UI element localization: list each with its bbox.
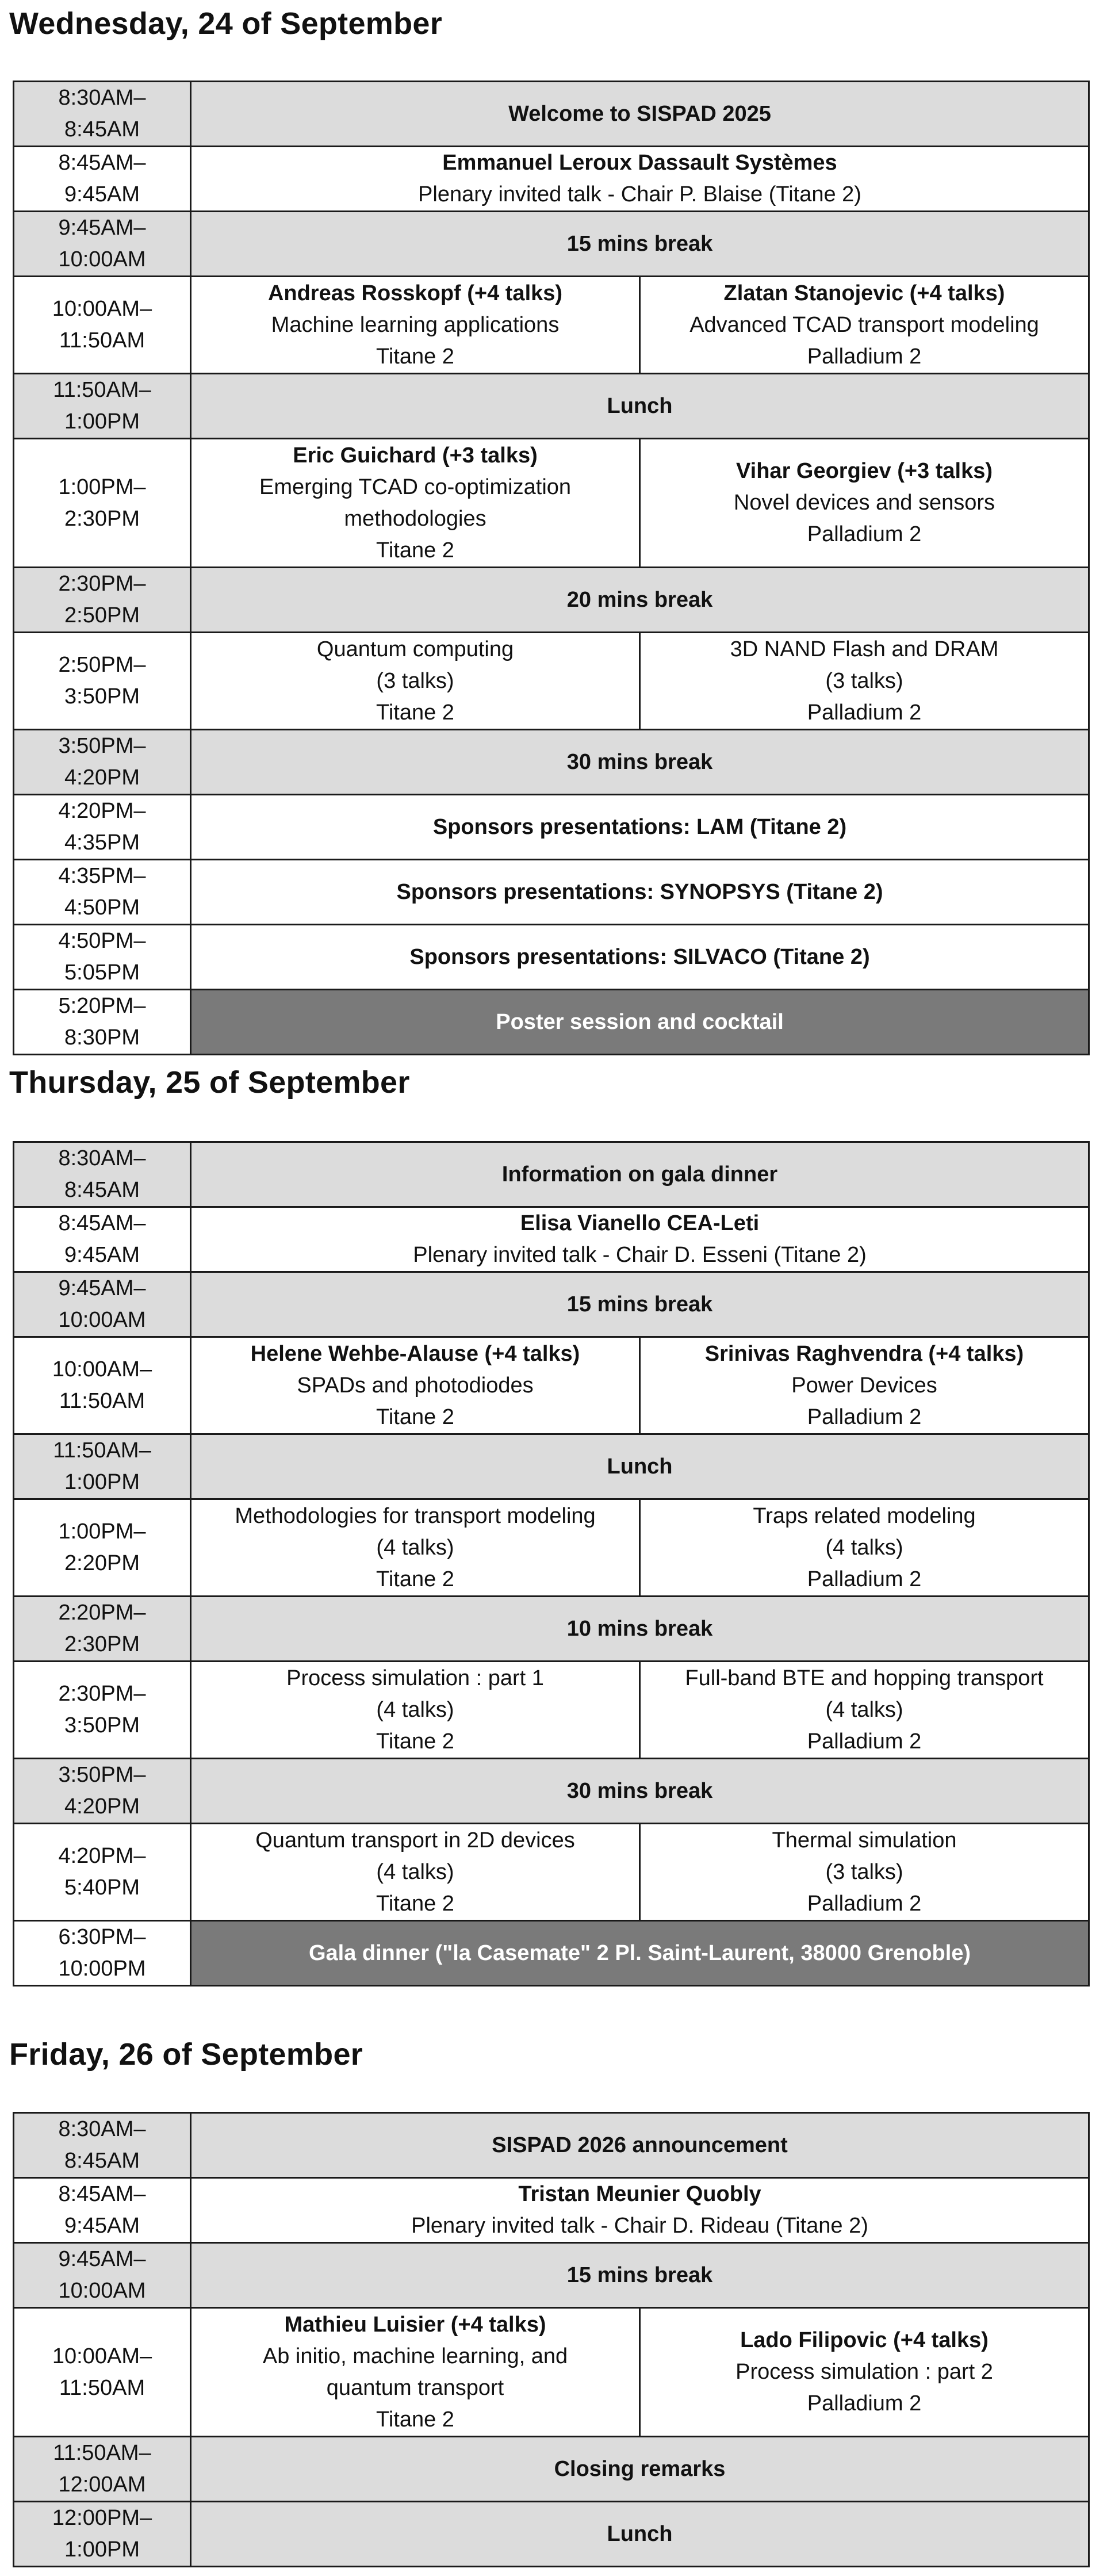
time-cell: 8:45AM– 9:45AM (14, 147, 191, 212)
time-cell: 4:35PM– 4:50PM (14, 860, 191, 925)
gala-dinner-cell: Gala dinner ("la Casemate" 2 Pl. Saint-Laurent, 38000 Grenoble) (191, 1921, 1089, 1986)
parallel-session-right: Lado Filipovic (+4 talks) Process simulation : part 2 Palladium 2 (640, 2308, 1089, 2437)
schedule-row (14, 1662, 1089, 1759)
parallel-session-left: Mathieu Luisier (+4 talks) Ab initio, machine learning, and quantum transport Titane 2 (191, 2308, 640, 2437)
schedule-row (14, 147, 1089, 212)
sponsor-cell: Sponsors presentations: LAM (Titane 2) (191, 795, 1089, 860)
schedule-row (14, 2178, 1089, 2243)
parallel-session-left: Process simulation : part 1 (4 talks) Titane 2 (191, 1662, 640, 1759)
schedule-row (14, 2502, 1089, 2567)
break-cell: 30 mins break (191, 1759, 1089, 1824)
schedule-row (14, 990, 1089, 1055)
time-cell: 3:50PM– 4:20PM (14, 730, 191, 795)
sponsor-cell: Sponsors presentations: SYNOPSYS (Titane 2) (191, 860, 1089, 925)
schedule-row (14, 1142, 1089, 1207)
time-cell: 10:00AM– 11:50AM (14, 2308, 191, 2437)
time-cell: 9:45AM– 10:00AM (14, 2243, 191, 2308)
day-title-thursday: Thursday, 25 of September (9, 1065, 410, 1100)
schedule-table-wednesday (13, 81, 1090, 1055)
parallel-session-right: Vihar Georgiev (+3 talks) Novel devices and sensors Palladium 2 (640, 439, 1089, 568)
session-label: Welcome to SISPAD 2025 (508, 101, 771, 126)
time-cell: 4:20PM– 5:40PM (14, 1824, 191, 1921)
time-cell: 8:45AM– 9:45AM (14, 2178, 191, 2243)
schedule-row (14, 82, 1089, 147)
day-title-wednesday: Wednesday, 24 of September (9, 6, 443, 41)
lunch-cell: Lunch (191, 374, 1089, 439)
sponsor-cell: Sponsors presentations: SILVACO (Titane 2) (191, 925, 1089, 990)
schedule-row (14, 925, 1089, 990)
schedule-row (14, 1824, 1089, 1921)
schedule-row (14, 212, 1089, 277)
schedule-row (14, 439, 1089, 568)
schedule-row (14, 2437, 1089, 2502)
schedule-row (14, 1921, 1089, 1986)
time-cell: 4:20PM– 4:35PM (14, 795, 191, 860)
time-cell: 2:30PM– 2:50PM (14, 568, 191, 633)
schedule-row (14, 374, 1089, 439)
schedule-row (14, 1499, 1089, 1597)
break-cell: 15 mins break (191, 1272, 1089, 1337)
closing-remarks-cell: Closing remarks (191, 2437, 1089, 2502)
schedule-row (14, 1207, 1089, 1272)
session-cell: Information on gala dinner (191, 1142, 1089, 1207)
time-cell: 2:50PM– 3:50PM (14, 633, 191, 730)
schedule-row (14, 1597, 1089, 1662)
lunch-cell: Lunch (191, 2502, 1089, 2567)
time-cell: 8:30AM– 8:45AM (14, 2113, 191, 2178)
plenary-cell (191, 147, 1089, 212)
time-cell: 5:20PM– 8:30PM (14, 990, 191, 1055)
time-cell: 11:50AM– 1:00PM (14, 374, 191, 439)
time-cell: 8:30AM– 8:45AM (14, 82, 191, 147)
poster-session-cell: Poster session and cocktail (191, 990, 1089, 1055)
time-cell: 11:50AM– 12:00AM (14, 2437, 191, 2502)
time-cell: 10:00AM– 11:50AM (14, 277, 191, 374)
schedule-row (14, 568, 1089, 633)
schedule-row (14, 2308, 1089, 2437)
time-cell: 1:00PM– 2:20PM (14, 1499, 191, 1597)
session-description: Plenary invited talk - Chair D. Rideau (Titane 2) (411, 2214, 868, 2238)
schedule-row (14, 2113, 1089, 2178)
schedule-row (14, 277, 1089, 374)
time-cell: 9:45AM– 10:00AM (14, 212, 191, 277)
schedule-row (14, 860, 1089, 925)
time-cell: 3:50PM– 4:20PM (14, 1759, 191, 1824)
speaker-name: Emmanuel Leroux Dassault Systèmes (442, 151, 837, 175)
schedule-row (14, 633, 1089, 730)
time-cell: 2:30PM– 3:50PM (14, 1662, 191, 1759)
parallel-session-left: Eric Guichard (+3 talks) Emerging TCAD co-optimization methodologies Titane 2 (191, 439, 640, 568)
break-cell: 10 mins break (191, 1597, 1089, 1662)
schedule-row (14, 795, 1089, 860)
schedule-row (14, 1272, 1089, 1337)
break-cell: 20 mins break (191, 568, 1089, 633)
parallel-session-right: Traps related modeling (4 talks) Palladium 2 (640, 1499, 1089, 1597)
time-cell: 8:45AM– 9:45AM (14, 1207, 191, 1272)
speaker-name: Elisa Vianello CEA-Leti (520, 1211, 760, 1235)
time-cell: 11:50AM– 1:00PM (14, 1434, 191, 1499)
time-cell: 9:45AM– 10:00AM (14, 1272, 191, 1337)
parallel-session-right: Full-band BTE and hopping transport (4 talks) Palladium 2 (640, 1662, 1089, 1759)
break-cell: 15 mins break (191, 212, 1089, 277)
schedule-table-thursday (13, 1141, 1090, 1986)
schedule-table-friday (13, 2112, 1090, 2567)
parallel-session-right: Srinivas Raghvendra (+4 talks) Power Devices Palladium 2 (640, 1337, 1089, 1434)
schedule-row (14, 730, 1089, 795)
schedule-row (14, 1337, 1089, 1434)
schedule-row (14, 2243, 1089, 2308)
time-cell: 2:20PM– 2:30PM (14, 1597, 191, 1662)
session-description: Plenary invited talk - Chair D. Esseni (Titane 2) (413, 1243, 867, 1267)
time-cell: 1:00PM– 2:30PM (14, 439, 191, 568)
time-cell: 12:00PM– 1:00PM (14, 2502, 191, 2567)
parallel-session-left: Quantum transport in 2D devices (4 talks) Titane 2 (191, 1824, 640, 1921)
plenary-cell (191, 1207, 1089, 1272)
break-cell: 15 mins break (191, 2243, 1089, 2308)
schedule-row (14, 1434, 1089, 1499)
parallel-session-left: Methodologies for transport modeling (4 talks) Titane 2 (191, 1499, 640, 1597)
speaker-name: Tristan Meunier Quobly (518, 2182, 761, 2206)
lunch-cell: Lunch (191, 1434, 1089, 1499)
parallel-session-right: 3D NAND Flash and DRAM (3 talks) Palladium 2 (640, 633, 1089, 730)
parallel-session-right: Zlatan Stanojevic (+4 talks) Advanced TCAD transport modeling Palladium 2 (640, 277, 1089, 374)
session-description: Plenary invited talk - Chair P. Blaise (Titane 2) (418, 182, 861, 206)
break-cell: 30 mins break (191, 730, 1089, 795)
schedule-row (14, 1759, 1089, 1824)
plenary-cell (191, 2178, 1089, 2243)
session-cell: SISPAD 2026 announcement (191, 2113, 1089, 2178)
time-cell: 10:00AM– 11:50AM (14, 1337, 191, 1434)
time-cell: 8:30AM– 8:45AM (14, 1142, 191, 1207)
parallel-session-left: Helene Wehbe-Alause (+4 talks) SPADs and photodiodes Titane 2 (191, 1337, 640, 1434)
time-cell: 4:50PM– 5:05PM (14, 925, 191, 990)
parallel-session-left: Andreas Rosskopf (+4 talks) Machine learning applications Titane 2 (191, 277, 640, 374)
parallel-session-left: Quantum computing (3 talks) Titane 2 (191, 633, 640, 730)
session-cell (191, 82, 1089, 147)
parallel-session-right: Thermal simulation (3 talks) Palladium 2 (640, 1824, 1089, 1921)
day-title-friday: Friday, 26 of September (9, 2037, 363, 2072)
time-cell: 6:30PM– 10:00PM (14, 1921, 191, 1986)
